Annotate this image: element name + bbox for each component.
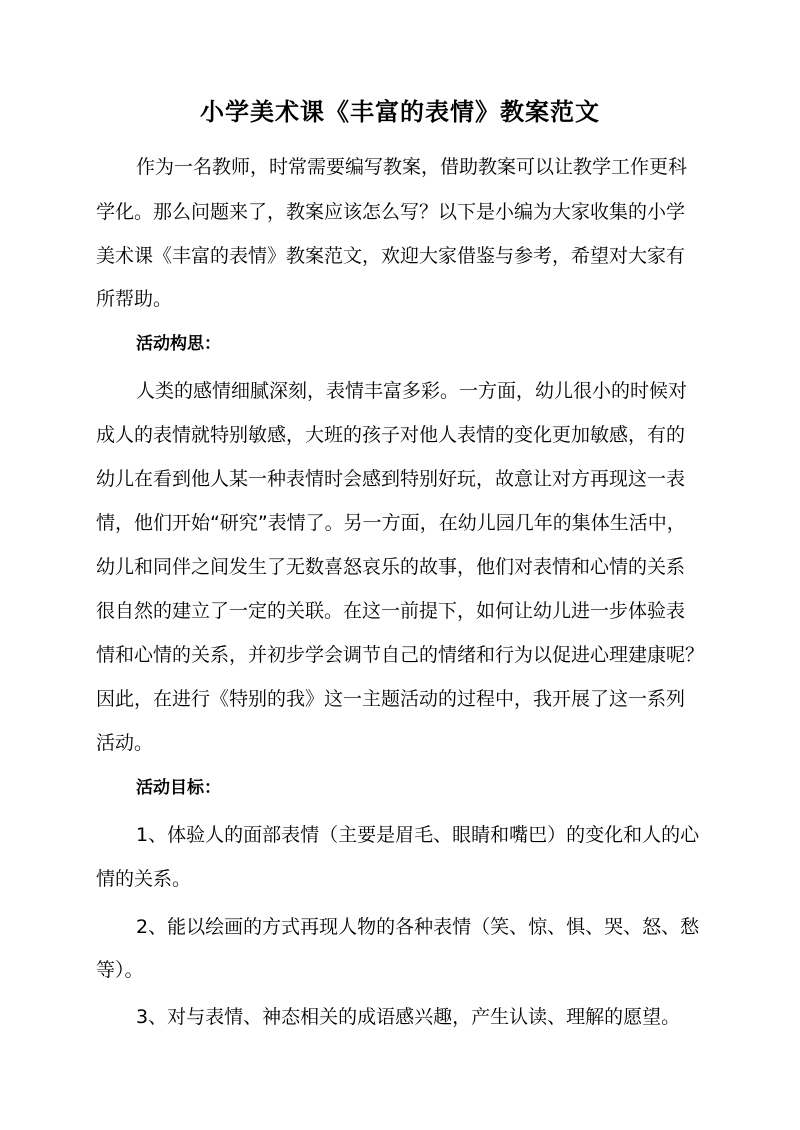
concept-line-2: 成人的表情就特别敏感，大班的孩子对他人表情的变化更加敏感，有的 — [96, 424, 686, 446]
section-heading-concept: 活动构思： — [136, 334, 221, 354]
concept-line-1: 人类的感情细腻深刻，表情丰富多彩。一方面，幼儿很小的时候对 — [136, 380, 688, 402]
goal-2-line-2: 等）。 — [96, 959, 144, 981]
concept-line-3: 幼儿在看到他人某一种表情时会感到特别好玩，故意让对方再现这一表 — [96, 468, 686, 490]
goal-1-line-2: 情的关系。 — [96, 868, 192, 890]
goal-2-line-1: 2、能以绘画的方式再现人物的各种表情（笑、惊、惧、哭、怒、愁 — [136, 916, 700, 938]
concept-line-8: 因此，在进行《特别的我》这一主题活动的过程中，我开展了这一系列 — [96, 688, 686, 710]
concept-line-7: 情和心情的关系，并初步学会调节自己的情绪和行为以促进心理建康呢？ — [96, 644, 705, 666]
document-title: 小学美术课《丰富的表情》教案范文 — [200, 98, 600, 126]
concept-line-5: 幼儿和同伴之间发生了无数喜怒哀乐的故事，他们对表情和心情的关系 — [96, 556, 686, 578]
concept-line-6: 很自然的建立了一定的关联。在这一前提下，如何让幼儿进一步体验表 — [96, 600, 686, 622]
intro-line-1: 作为一名教师，时常需要编写教案，借助教案可以让教学工作更科 — [136, 156, 688, 178]
intro-line-3: 美术课《丰富的表情》教案范文，欢迎大家借鉴与参考，希望对大家有 — [96, 245, 686, 267]
concept-line-9: 活动。 — [96, 732, 154, 754]
goal-3-line-1: 3、对与表情、神态相关的成语感兴趣，产生认读、理解的愿望。 — [136, 1006, 681, 1028]
intro-line-2: 学化。那么问题来了，教案应该怎么写？以下是小编为大家收集的小学 — [96, 201, 686, 223]
goal-1-line-1: 1、体验人的面部表情（主要是眉毛、眼睛和嘴巴）的变化和人的心 — [136, 824, 700, 846]
section-heading-goals: 活动目标： — [136, 778, 221, 798]
concept-line-4: 情，他们开始“研究”表情了。另一方面，在幼儿园几年的集体生活中， — [96, 512, 686, 534]
intro-line-4: 所帮助。 — [96, 288, 173, 310]
